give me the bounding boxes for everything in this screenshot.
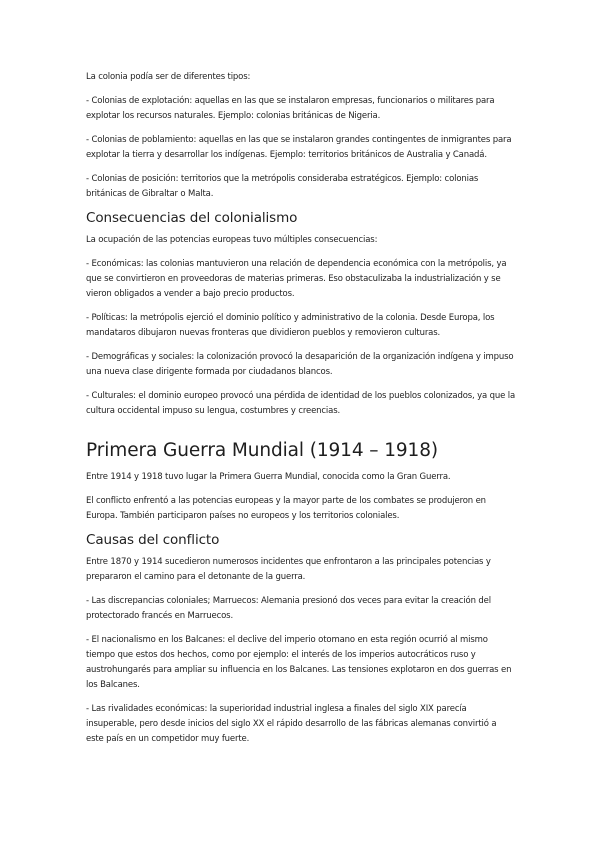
cause-economic: - Las rivalidades económicas: la superioridad industrial inglesa a finales del siglo XIX parecía insuperable, pero desde inicios del siglo XX el rápido desarrollo de las fábricas alemanas convirtió a este país en un competidor muy fuerte. <box>86 704 497 744</box>
colony-type-exploitation: - Colonias de explotación: aquellas en las que se instalaron empresas, funcionarios o militares para explotar los recursos naturales. Ejemplo: colonias británicas de Nigeria. <box>86 96 495 121</box>
consequences-heading: Consecuencias del colonialismo <box>86 210 298 226</box>
consequence-political: - Políticas: la metrópolis ejerció el dominio político y administrativo de la colonia. Desde Europa, los mandataros dibujaron nuevas fronteras que dividieron pueblos y removieron culturas. <box>86 313 495 338</box>
causes-heading: Causas del conflicto <box>86 532 220 548</box>
consequence-economic: - Económicas: las colonias mantuvieron una relación de dependencia económica con la metrópolis, ya que se convirtieron en proveedoras de materias primeras. Eso obstaculizaba la industrialización y se vieron obligados a vender a bajo precio productos. <box>86 259 507 299</box>
cause-colonial: - Las discrepancias coloniales; Marruecos: Alemania presionó dos veces para evitar la creación del protectorado francés en Marruecos. <box>86 596 491 621</box>
wwi-paragraph-1: Entre 1914 y 1918 tuvo lugar la Primera Guerra Mundial, conocida como la Gran Guerra. <box>86 472 451 482</box>
consequence-demographic: - Demográficas y sociales: la colonización provocó la desaparición de la organización indígena y impuso una nueva clase dirigente formada por ciudadanos blancos. <box>86 352 514 377</box>
consequences-intro: La ocupación de las potencias europeas tuvo múltiples consecuencias: <box>86 235 378 245</box>
wwi-paragraph-2: El conflicto enfrentó a las potencias europeas y la mayor parte de los combates se produjeron en Europa. También participaron países no europeos y los territorios coloniales. <box>86 496 486 521</box>
colony-types-intro: La colonia podía ser de diferentes tipos: <box>86 72 251 82</box>
wwi-title: Primera Guerra Mundial (1914 – 1918) <box>86 440 439 461</box>
consequence-cultural: - Culturales: el dominio europeo provocó una pérdida de identidad de los pueblos colonizados, ya que la cultura occidental impuso su lengua, costumbres y creencias. <box>86 391 515 416</box>
colony-type-settlement: - Colonias de poblamiento: aquellas en las que se instalaron grandes contingentes de inmigrantes para explotar la tierra y desarrollar los indígenas. Ejemplo: territorios británicos de Australia y Canadá. <box>86 135 512 160</box>
cause-nationalism: - El nacionalismo en los Balcanes: el declive del imperio otomano en esta región ocurrió al mismo tiempo que estos dos hechos, como por ejemplo: el interés de los imperios autocráticos ruso y austrohungarés para ampliar su influencia en los Balcanes. Las tensiones explotaron en dos guerras en los Balcanes. <box>86 635 512 690</box>
document-page <box>86 70 516 747</box>
causes-intro: Entre 1870 y 1914 sucedieron numerosos incidentes que enfrontaron a las principales potencias y prepararon el camino para el detonante de la guerra. <box>86 557 491 582</box>
colony-type-position: - Colonias de posición: territorios que la metrópolis consideraba estratégicos. Ejemplo: colonias británicas de Gibraltar o Malta. <box>86 174 479 199</box>
